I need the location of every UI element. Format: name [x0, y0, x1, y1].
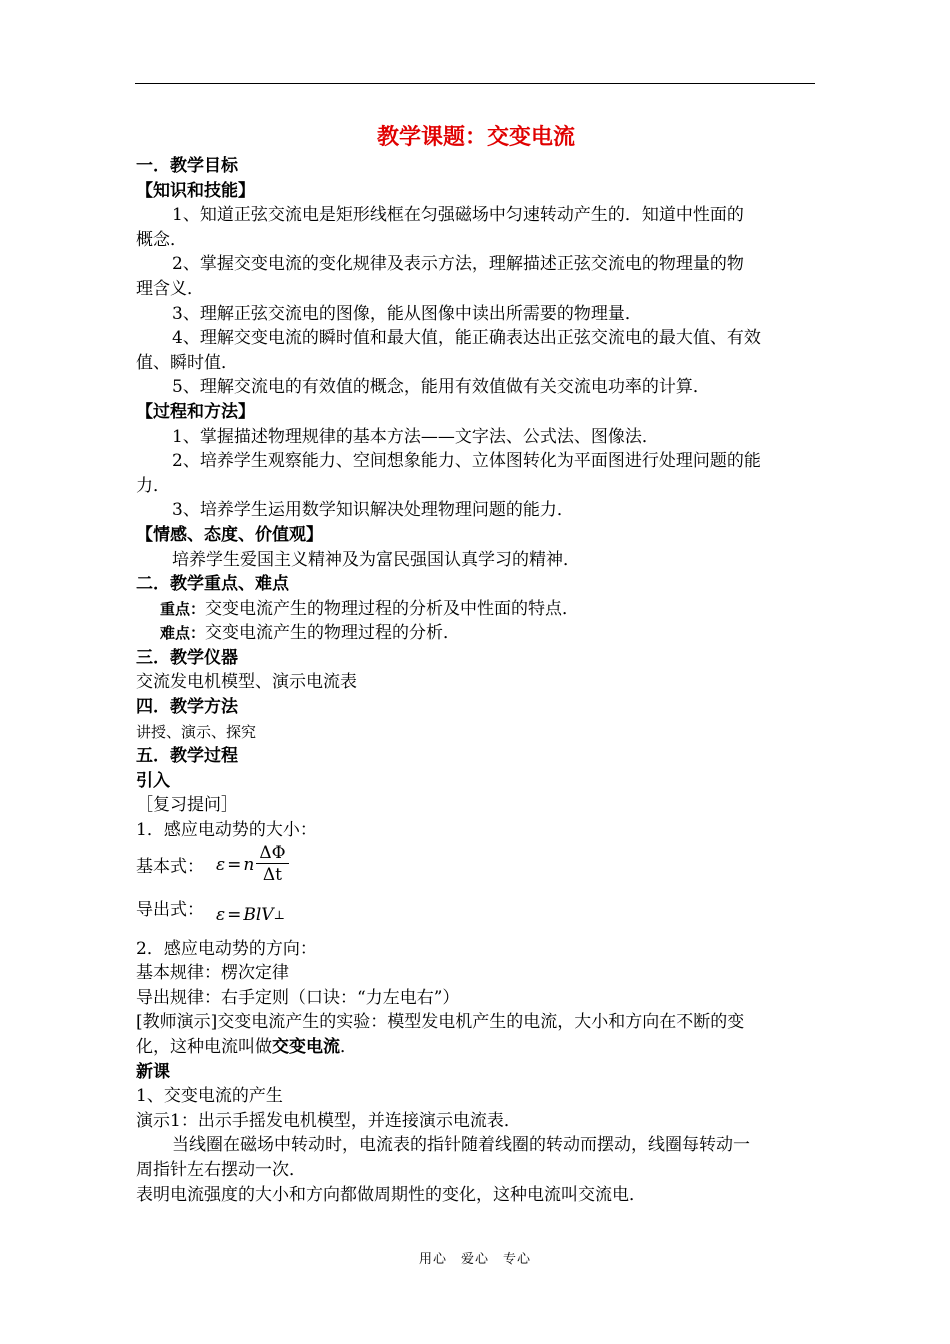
paragraph: 交流发电机模型、演示电流表	[136, 672, 357, 693]
paragraph: 理含义．	[136, 278, 204, 299]
formula-n: n	[243, 854, 255, 875]
formula-eq: =	[227, 904, 242, 925]
section-heading-5: 五．教学过程	[136, 746, 238, 767]
fraction-denominator: Δt	[262, 865, 282, 886]
formula-basic-row	[136, 843, 816, 887]
paragraph: [教师演示]交变电流产生的实验：模型发电机产生的电流，大小和方向在不断的变	[136, 1012, 745, 1033]
paragraph	[136, 1035, 816, 1060]
paragraph: 当线圈在磁场中转动时，电流表的指针随着线圈的转动而摆动，线圈每转动一	[172, 1135, 750, 1156]
paragraph: 概念．	[136, 229, 187, 250]
formula-eq: =	[227, 854, 242, 875]
formula-derived-label: 导出式：	[136, 900, 204, 921]
paragraph: 2、掌握交变电流的变化规律及表示方法，理解描述正弦交流电的物理量的物	[172, 254, 744, 275]
paragraph: 3、培养学生运用数学知识解决处理物理问题的能力．	[172, 500, 574, 521]
formula-rhs: BlV	[243, 904, 274, 925]
key-point-line	[136, 597, 816, 622]
paragraph: 5、理解交流电的有效值的概念，能用有效值做有关交流电功率的计算．	[172, 377, 710, 398]
paragraph: 1、交变电流的产生	[136, 1086, 283, 1107]
text-run: 化，这种电流叫做	[136, 1037, 272, 1057]
difficulty-label: 难点：	[160, 624, 206, 643]
section-heading-2: 二．教学重点、难点	[136, 574, 289, 595]
paragraph: 1．感应电动势的大小：	[136, 820, 317, 841]
formula-derived	[216, 905, 285, 925]
emphasis-text: 交变电流	[272, 1037, 340, 1057]
section-heading-1: 一．教学目标	[136, 156, 238, 176]
paragraph: 演示1：出示手摇发电机模型，并连接演示电流表．	[136, 1110, 521, 1131]
paragraph: 力．	[136, 475, 170, 496]
difficulty-text: 交变电流产生的物理过程的分析．	[205, 623, 461, 644]
subheading-knowledge: 【知识和技能】	[136, 180, 255, 201]
paragraph: 讲授、演示、探究	[136, 722, 257, 741]
paragraph: ［复习提问］	[136, 795, 238, 816]
key-point-label: 重点：	[160, 599, 206, 618]
formula-basic-label: 基本式：	[136, 857, 204, 878]
subheading-emotion: 【情感、态度、价值观】	[136, 524, 323, 545]
subheading-process: 【过程和方法】	[136, 401, 255, 422]
paragraph: 培养学生爱国主义精神及为富民强国认真学习的精神．	[172, 549, 580, 570]
page-title: 教学课题：交变电流	[376, 124, 575, 150]
fraction-numerator: ΔΦ	[256, 843, 288, 864]
difficulty-line	[136, 621, 816, 646]
paragraph: 表明电流强度的大小和方向都做周期性的变化，这种电流叫交流电．	[136, 1184, 646, 1205]
formula-fraction	[256, 843, 288, 886]
paragraph: 基本规律：楞次定律	[136, 963, 289, 984]
formula-basic	[216, 843, 289, 886]
document-body	[136, 120, 816, 1207]
subheading-intro: 引入	[136, 770, 170, 791]
page-footer: 用心 爱心 专心	[418, 1252, 531, 1267]
paragraph: 2．感应电动势的方向：	[136, 938, 317, 959]
section-heading-3: 三．教学仪器	[136, 647, 238, 668]
paragraph: 3、理解正弦交流电的图像，能从图像中读出所需要的物理量．	[172, 303, 642, 324]
header-rule	[135, 83, 815, 84]
formula-subscript: ⊥	[273, 907, 285, 922]
paragraph: 1、知道正弦交流电是矩形线框在匀强磁场中匀速转动产生的．知道中性面的	[172, 205, 744, 226]
section-heading-4: 四．教学方法	[136, 697, 238, 718]
paragraph: 周指针左右摆动一次．	[136, 1159, 306, 1180]
paragraph: 2、培养学生观察能力、空间想象能力、立体图转化为平面图进行处理问题的能	[172, 451, 761, 472]
subheading-new-lesson: 新课	[136, 1061, 170, 1082]
text-run: ．	[340, 1037, 357, 1057]
formula-lhs: ε	[216, 904, 226, 925]
paragraph: 4、理解交变电流的瞬时值和最大值，能正确表达出正弦交流电的最大值、有效	[172, 328, 761, 349]
paragraph: 导出规律：右手定则（口诀：“力左电右”）	[136, 987, 460, 1008]
key-point-text: 交变电流产生的物理过程的分析及中性面的特点．	[205, 598, 580, 619]
paragraph: 1、掌握描述物理规律的基本方法——文字法、公式法、图像法．	[172, 426, 659, 447]
paragraph: 值、瞬时值．	[136, 352, 238, 373]
formula-derived-row	[136, 887, 816, 929]
formula-lhs: ε	[216, 854, 226, 875]
